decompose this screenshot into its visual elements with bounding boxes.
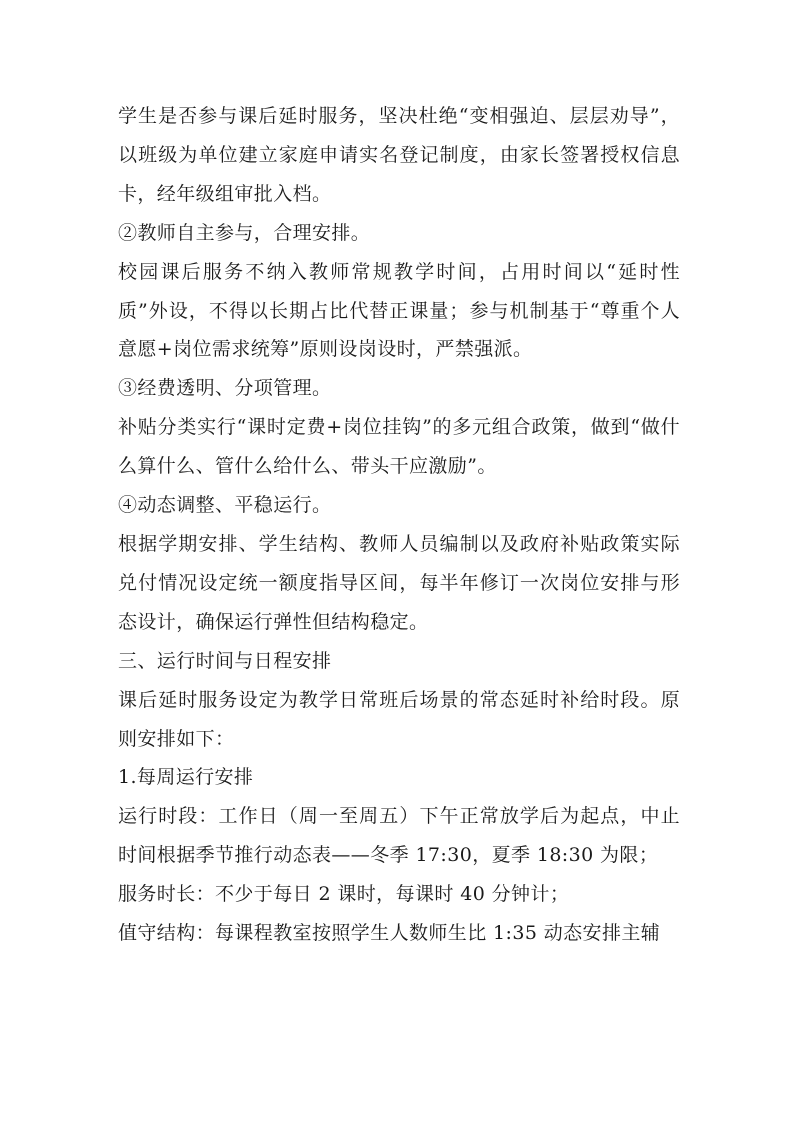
heading-dynamic-adjustment: ④动态调整、平稳运行。 bbox=[118, 494, 332, 517]
paragraph-participation-policy: 学生是否参与课后延时服务，坚决杜绝“变相强迫、层层劝导”，以班级为单位建立家庭申请实名登记制度，由家长签署授权信息卡，经年级组审批入档。 bbox=[118, 105, 680, 205]
subheading-weekly-schedule: 1.每周运行安排 bbox=[118, 766, 254, 789]
paragraph-operating-hours: 运行时段：工作日（周一至周五）下午正常放学后为起点，中止时间根据季节推行动态表——冬季 17:30，夏季 18:30 为限； bbox=[118, 805, 680, 867]
section-heading-schedule: 三、运行时间与日程安排 bbox=[118, 649, 332, 672]
paragraph-service-duration: 服务时长：不少于每日 2 课时，每课时 40 分钟计； bbox=[118, 883, 570, 906]
paragraph-adjustment-policy: 根据学期安排、学生结构、教师人员编制以及政府补贴政策实际兑付情况设定统一额度指导区间，每半年修订一次岗位安排与形态设计，确保运行弹性但结构稳定。 bbox=[118, 532, 680, 633]
paragraph-teacher-policy: 校园课后服务不纳入教师常规教学时间，占用时间以“延时性质”外设，不得以长期占比代替正课量；参与机制基于“尊重个人意愿+岗位需求统筹”原则设岗设时，严禁强派。 bbox=[118, 260, 680, 361]
paragraph-funding-policy: 补贴分类实行“课时定费+岗位挂钩”的多元组合政策，做到“做什么算什么、管什么给什么、带头干应激励”。 bbox=[118, 416, 680, 478]
document-body bbox=[118, 97, 680, 953]
heading-funding: ③经费透明、分项管理。 bbox=[118, 377, 332, 400]
heading-teacher-participation: ②教师自主参与，合理安排。 bbox=[118, 221, 371, 244]
paragraph-schedule-intro: 课后延时服务设定为教学日常班后场景的常态延时补给时段。原则安排如下： bbox=[118, 688, 680, 750]
paragraph-staffing-structure: 值守结构：每课程教室按照学生人数师生比 1:35 动态安排主辅 bbox=[118, 922, 661, 945]
